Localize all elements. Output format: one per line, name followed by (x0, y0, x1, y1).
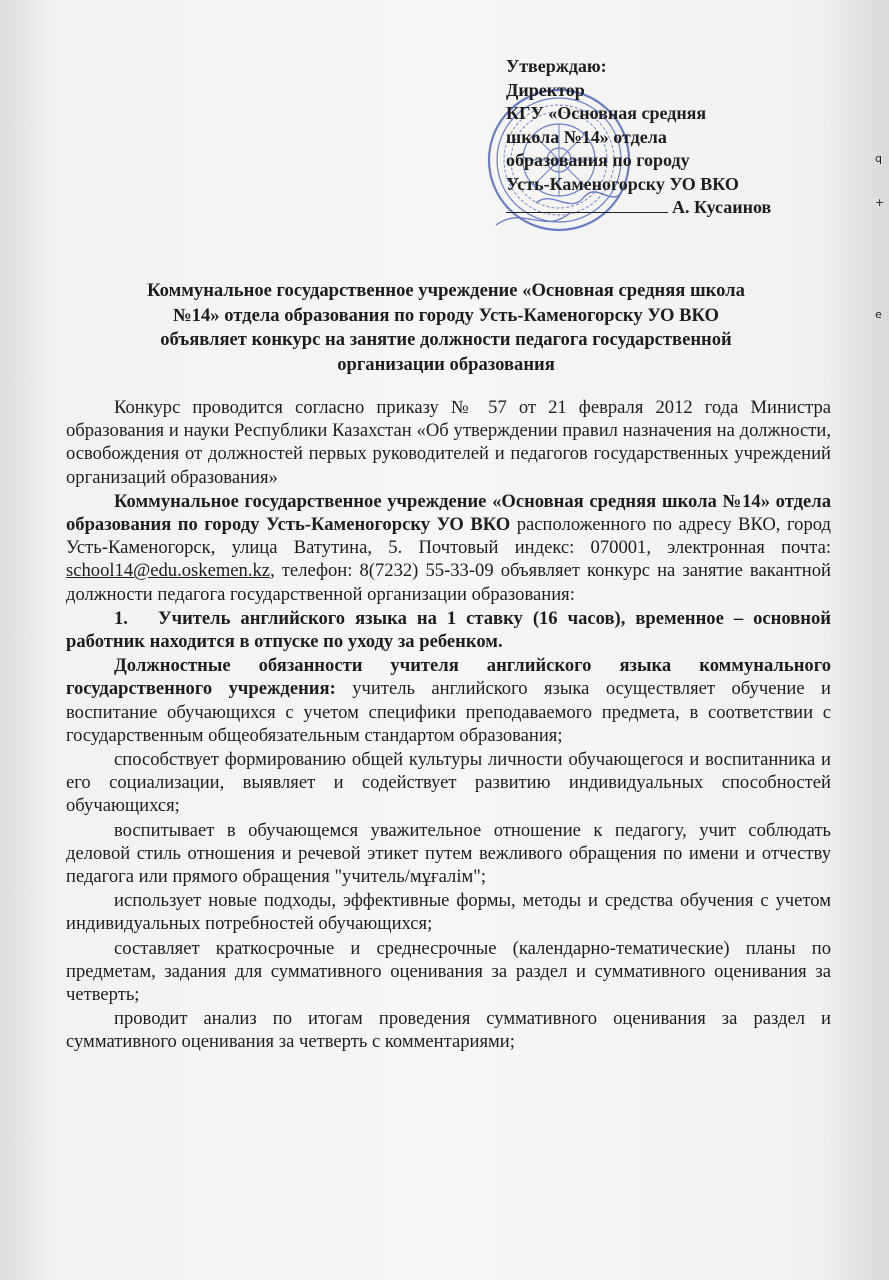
paragraph-legal-basis: Конкурс проводится согласно приказу № 57 от 21 февраля 2012 года Министра образования и науки Республики Казахстан «Об утверждении правил назначения на должности, освобождения от должностей первых руководителей и педагогов государственных учреждений организаций образования» (66, 397, 831, 488)
address-text: расположенного по адресу ВКО, город Усть-Каменогорск, улица Ватутина, 5. Почтовый индекс: 070001, электронная почта: (66, 514, 831, 559)
approval-org-line: образования по городу (506, 150, 690, 170)
duties-text: учитель английского языка осуществляет обучение и воспитание обучающихся с учетом специфики преподаваемого предмета, в соответствии с государственным общеобязательным стандартом образования; (66, 678, 831, 746)
edge-mark: q (875, 152, 882, 165)
organization-name: Коммунальное государственное учреждение «Основная средняя школа №14» отдела образования по городу Усть-Каменогорску УО ВКО (66, 490, 831, 536)
signature-underline (506, 212, 668, 213)
approval-signature-line (506, 196, 836, 220)
duty-item: использует новые подходы, эффективные формы, методы и средства обучения с учетом индивидуальных потребностей обучающихся; (66, 890, 831, 935)
duty-item: воспитывает в обучающемся уважительное отношение к педагогу, учит соблюдать деловой стиль отношения и речевой этикет путем вежливого обращения по имени и отчеству педагога или прямого обращения "учитель/мұғалім"; (66, 819, 831, 888)
duties-heading: Должностные обязанности учителя английского языка коммунального государственного учреждения: (66, 655, 831, 700)
paragraph-duties (66, 654, 831, 747)
approval-org-line: КГУ «Основная средняя (506, 103, 707, 123)
duty-item: составляет краткосрочные и среднесрочные (календарно-тематические) планы по предметам, задания для суммативного оценивания за раздел и суммативного оценивания за четверть; (66, 937, 831, 1006)
approval-position: Директор (506, 79, 585, 100)
title-line: организации образования (337, 353, 555, 375)
vacancy-item (66, 607, 831, 653)
phone-text: , телефон: 8(7232) 55-33-09 объявляет конкурс на занятие вакантной должности педагога государственной организации образования: (66, 560, 831, 605)
announcement-title (66, 279, 826, 377)
approval-org-line: Усть-Каменогорску УО ВКО (506, 173, 739, 194)
vacancy-text: Учитель английского языка на 1 ставку (16 часов), временное – основной работник находится в отпуске по уходу за ребенком. (66, 607, 831, 653)
approval-heading: Утверждаю: (506, 56, 607, 76)
title-line: Коммунальное государственное учреждение «Основная средняя школа (147, 280, 745, 301)
title-line: объявляет конкурс на занятие должности педагога государственной (160, 329, 732, 350)
vacancy-number: 1. (114, 607, 128, 629)
edge-mark: e (875, 308, 882, 321)
title-line: №14» отдела образования по городу Усть-Каменогорску УО ВКО (173, 304, 719, 326)
duty-item: способствует формированию общей культуры личности обучающегося и воспитанника и его социализации, выявляет и содействует развитию индивидуальных способностей обучающихся; (66, 749, 831, 817)
duty-item: проводит анализ по итогам проведения суммативного оценивания за раздел и суммативного оценивания за четверть с комментариями; (66, 1008, 831, 1053)
email-link[interactable]: school14@edu.oskemen.kz (66, 560, 271, 582)
edge-mark: + (875, 196, 885, 209)
paragraph-organization (66, 490, 831, 606)
director-name: А. Кусаинов (672, 197, 772, 217)
approval-block (506, 55, 836, 220)
approval-org-line: школа №14» отдела (506, 126, 667, 147)
announcement-body (66, 396, 831, 1054)
